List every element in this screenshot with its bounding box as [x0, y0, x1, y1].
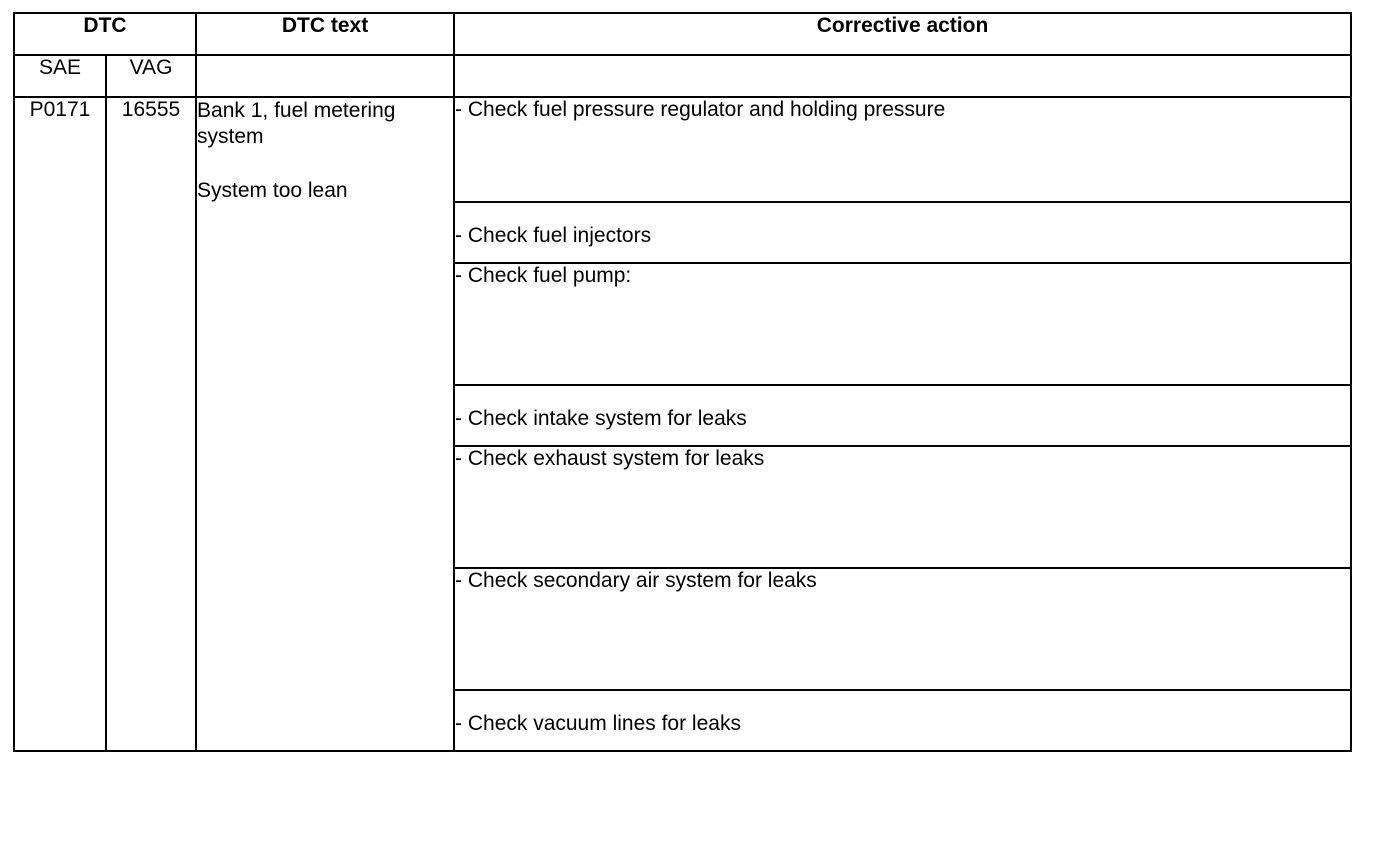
dtc-description-line2: System too lean [197, 179, 348, 202]
table-row [14, 97, 1351, 202]
subheader-row [14, 55, 1351, 97]
dtc-description-line1: Bank 1, fuel metering system [197, 99, 396, 148]
subheader-empty-text [196, 55, 454, 97]
action-item: - Check secondary air system for leaks [454, 568, 1351, 690]
vag-code: 16555 [106, 97, 196, 751]
subheader-sae: SAE [14, 55, 106, 97]
action-item: - Check exhaust system for leaks [454, 446, 1351, 568]
action-item: - Check fuel pressure regulator and holding pressure [454, 97, 1351, 202]
subheader-empty-action [454, 55, 1351, 97]
dtc-description [196, 97, 454, 751]
action-item: - Check fuel pump: [454, 263, 1351, 385]
dtc-table [13, 12, 1352, 752]
header-dtc: DTC [14, 13, 196, 55]
action-item: - Check vacuum lines for leaks [454, 690, 1351, 751]
header-row [14, 13, 1351, 55]
action-item: - Check fuel injectors [454, 202, 1351, 263]
subheader-vag: VAG [106, 55, 196, 97]
sae-code: P0171 [14, 97, 106, 751]
action-item: - Check intake system for leaks [454, 385, 1351, 446]
header-corrective-action: Corrective action [454, 13, 1351, 55]
header-dtc-text: DTC text [196, 13, 454, 55]
